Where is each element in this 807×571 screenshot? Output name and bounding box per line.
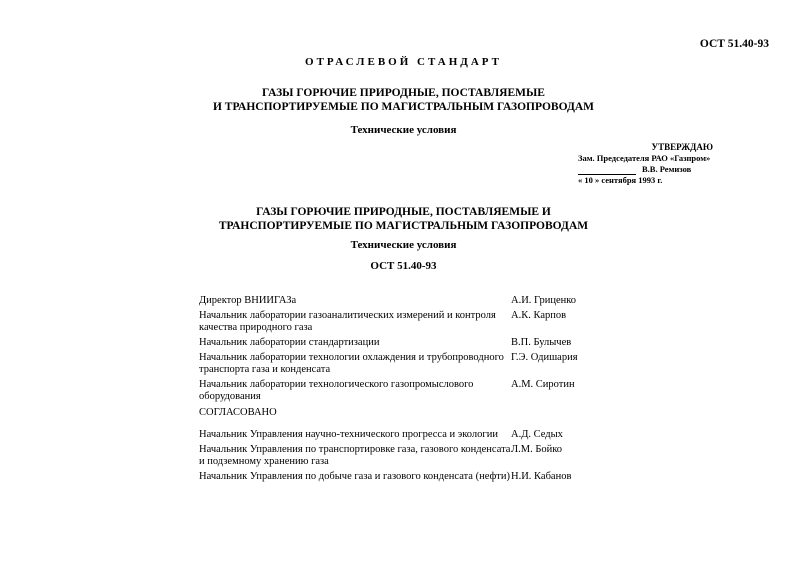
- agreed-position: Начальник Управления по добыче газа и газового конденсата (нефти): [199, 471, 511, 482]
- approval-signature-row: [578, 164, 788, 175]
- developer-position: Начальник лаборатории технологии охлаждения и трубопроводного транспорта газа и конденсата: [199, 352, 504, 375]
- developer-name: А.К. Карпов: [511, 310, 567, 321]
- developer-position: Директор ВНИИГАЗа: [199, 295, 297, 306]
- agreed-row: [199, 429, 619, 441]
- section-subtitle: Технические условия: [350, 239, 457, 251]
- developer-row: [199, 352, 619, 376]
- approval-position: Зам. Председателя РАО «Газпром»: [578, 153, 711, 163]
- approval-block: [578, 142, 788, 186]
- agreed-row: [199, 444, 619, 468]
- developer-row: [199, 310, 619, 334]
- document-title-line-2: И ТРАНСПОРТИРУЕМЫЕ ПО МАГИСТРАЛЬНЫМ ГАЗОПРОВОДАМ: [212, 101, 595, 113]
- developer-name: А.И. Гриценко: [511, 295, 577, 306]
- document-code: ОСТ 51.40-93: [699, 38, 769, 50]
- agreed-name: Л.М. Бойко: [511, 444, 563, 455]
- document-subtitle: Технические условия: [350, 124, 457, 136]
- standard-heading: ОТРАСЛЕВОЙ СТАНДАРТ: [305, 56, 502, 68]
- developer-position: Начальник лаборатории технологического газопромыслового оборудования: [199, 379, 474, 402]
- section-title: [150, 205, 657, 233]
- agreed-row: [199, 471, 619, 483]
- developer-row: [199, 295, 619, 307]
- developer-name: В.П. Булычев: [511, 337, 572, 348]
- signatories: [199, 295, 619, 486]
- agreed-heading: СОГЛАСОВАНО: [199, 407, 277, 418]
- approval-heading: УТВЕРЖДАЮ: [651, 142, 713, 152]
- developer-row: [199, 337, 619, 349]
- section-document-code: ОСТ 51.40-93: [370, 260, 437, 272]
- developer-position: Начальник лаборатории газоаналитических измерений и контроля качества природного газа: [199, 310, 496, 333]
- document-title: [150, 86, 657, 114]
- section-title-line-2: ТРАНСПОРТИРУЕМЫЕ ПО МАГИСТРАЛЬНЫМ ГАЗОПРОВОДАМ: [218, 220, 589, 232]
- agreed-name: А.Д. Седых: [511, 429, 563, 440]
- agreed-name: Н.И. Кабанов: [511, 471, 572, 482]
- section-title-line-1: ГАЗЫ ГОРЮЧИЕ ПРИРОДНЫЕ, ПОСТАВЛЯЕМЫЕ И: [256, 206, 551, 218]
- developer-row: [199, 379, 619, 403]
- developer-name: А.М. Сиротин: [511, 379, 575, 390]
- developer-position: Начальник лаборатории стандартизации: [199, 337, 380, 348]
- agreed-position: Начальник Управления по транспортировке газа, газового конденсата и подземному хранению газа: [199, 444, 511, 467]
- approval-signer: В.В. Ремизов: [642, 164, 692, 174]
- agreed-position: Начальник Управления научно-технического прогресса и экологии: [199, 429, 498, 440]
- approval-date: « 10 » сентября 1993 г.: [578, 175, 663, 185]
- document-title-line-1: ГАЗЫ ГОРЮЧИЕ ПРИРОДНЫЕ, ПОСТАВЛЯЕМЫЕ: [262, 87, 545, 99]
- developer-name: Г.Э. Одишария: [511, 352, 578, 363]
